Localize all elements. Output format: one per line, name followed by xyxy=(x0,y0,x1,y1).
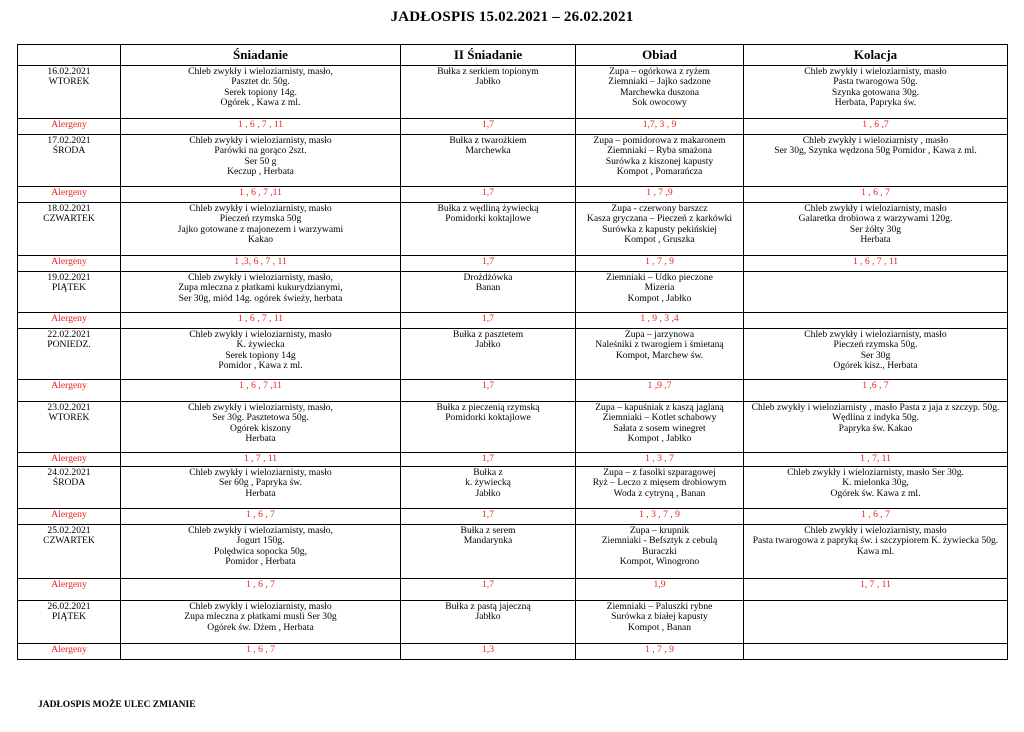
meal-item: Chleb zwykły i wieloziarnisty, masło xyxy=(804,66,947,77)
breakfast-allergens: 1 , 6 , 7 , 11 xyxy=(121,119,401,135)
breakfast-allergens: 1 , 7 , 11 xyxy=(121,453,401,467)
meal-item: Ser żółty 30g xyxy=(849,223,902,235)
meal-item: Banan xyxy=(475,282,501,294)
dinner-allergens: 1, 7 , 11 xyxy=(744,579,1008,601)
meal-item: Zupa – kapuśniak z kaszą jaglaną xyxy=(595,402,724,413)
dinner-cell xyxy=(744,525,1008,579)
second-breakfast-cell xyxy=(401,203,576,256)
weekday-text: PONIEDZ. xyxy=(47,339,91,351)
meal-item: Chleb zwykły i wieloziarnisty, masło xyxy=(804,203,947,214)
lunch-cell xyxy=(576,272,744,313)
day-date-cell xyxy=(18,467,121,509)
meal-item: Ogórek kiszony xyxy=(229,422,291,434)
lunch-cell xyxy=(576,135,744,187)
lunch-allergens: 1 , 7 ,9 xyxy=(576,187,744,203)
meal-item: Chleb zwykły i wieloziarnisty, masło xyxy=(189,329,332,340)
meal-item: Wędlina z indyka 50g. xyxy=(832,412,919,424)
meal-item: Chleb zwykły i wieloziarnisty , masło xyxy=(802,135,949,146)
meal-item: Chleb zwykły i wieloziarnisty, masło, xyxy=(188,402,333,413)
footer-note: JADŁOSPIS MOŻE ULEC ZMIANIE xyxy=(38,700,196,710)
date-text: 24.02.2021 xyxy=(47,467,91,478)
meal-item: Ser 30g, miód 14g. ogórek świeży, herbata xyxy=(178,292,343,304)
header-second-breakfast: II Śniadanie xyxy=(401,45,576,66)
meal-item: Zupa – jarzynowa xyxy=(624,329,695,340)
meal-item: Bułka z twarożkiem xyxy=(449,135,527,146)
meal-item: Ser 30g xyxy=(860,349,891,361)
breakfast-allergens: 1 ,3, 6 , 7 , 11 xyxy=(121,256,401,272)
second-breakfast-cell xyxy=(401,66,576,119)
meal-item: Kakao xyxy=(247,234,274,246)
meal-item: Zupa – pomidorowa z makaronem xyxy=(593,135,726,146)
meal-item: Pomidor , Herbata xyxy=(225,556,296,568)
meal-item: Sałata z sosem winegret xyxy=(613,422,706,434)
meal-item: Ser 30g, Szynka wędzona 50g Pomidor , Kawa z ml. xyxy=(774,145,977,157)
dinner-cell xyxy=(744,66,1008,119)
allergen-row xyxy=(18,256,1008,272)
meal-item: Buraczki xyxy=(642,545,677,557)
dinner-cell xyxy=(744,203,1008,256)
meal-item: Ziemniaki – Udko pieczone xyxy=(606,272,713,283)
lunch-allergens: 1 , 3 , 7 , 9 xyxy=(576,509,744,525)
page-title: JADŁOSPIS 15.02.2021 – 26.02.2021 xyxy=(390,9,634,25)
allergen-label: Alergeny xyxy=(18,380,121,402)
meal-item: Zupa – ogórkowa z ryżem xyxy=(609,66,710,77)
meal-item: Ziemniaki – Kotlet schabowy xyxy=(602,412,717,424)
meal-item: Bułka z xyxy=(473,467,503,478)
breakfast-cell xyxy=(121,135,401,187)
meal-item: Chleb zwykły i wieloziarnisty, masło xyxy=(189,203,332,214)
meal-item: k. żywiecką xyxy=(465,477,511,489)
day-date-cell xyxy=(18,66,121,119)
meal-item: Zupa – krupnik xyxy=(629,525,690,536)
meal-item: Marchewka xyxy=(465,145,511,157)
meal-item: Bułka z wędliną żywiecką xyxy=(437,203,539,214)
meal-item: Chleb zwykły i wieloziarnisty, masło xyxy=(189,135,332,146)
second-breakfast-allergens: 1,7 xyxy=(401,579,576,601)
meal-item: Chleb zwykły i wieloziarnisty , masło Pasta z jaja z szczyp. 50g. xyxy=(751,402,1000,413)
breakfast-cell xyxy=(121,525,401,579)
second-breakfast-allergens: 1,7 xyxy=(401,313,576,329)
breakfast-cell xyxy=(121,601,401,644)
allergen-row xyxy=(18,313,1008,329)
day-date-cell xyxy=(18,525,121,579)
meal-item: Pieczeń rzymska 50g. xyxy=(833,339,918,351)
meal-item: Chleb zwykły i wieloziarnisty, masło, xyxy=(188,525,333,536)
breakfast-allergens: 1 , 6 , 7 xyxy=(121,509,401,525)
meal-item: Jogurt 150g. xyxy=(236,535,285,547)
meal-item: Chleb zwykły i wieloziarnisty, masło xyxy=(804,329,947,340)
meal-item: Kompot , Jabłko xyxy=(627,292,692,304)
meal-item: Ogórek św. Kawa z ml. xyxy=(830,487,921,499)
meal-item: Jabłko xyxy=(475,611,501,623)
meal-item: Herbata xyxy=(245,433,276,445)
day-date-cell xyxy=(18,601,121,644)
meal-item: Chleb zwykły i wieloziarnisty, masło xyxy=(189,601,332,612)
allergen-row xyxy=(18,380,1008,402)
lunch-cell xyxy=(576,66,744,119)
allergen-label: Alergeny xyxy=(18,119,121,135)
meal-item: Naleśniki z twarogiem i śmietaną xyxy=(595,339,724,351)
meal-item: Pasta twarogowa z papryką św. i szczypiorem K. żywiecka 50g. xyxy=(752,535,999,547)
meal-item: Ser 50 g xyxy=(244,155,277,167)
breakfast-allergens: 1 , 6 , 7 , 11 xyxy=(121,313,401,329)
meal-item: Bułka z pasztetem xyxy=(452,329,524,340)
second-breakfast-allergens: 1,7 xyxy=(401,509,576,525)
meal-item: Surówka z kiszonej kapusty xyxy=(605,155,714,167)
meal-item: Ogórek , Kawa z ml. xyxy=(220,97,301,109)
meal-item: Mizeria xyxy=(644,282,675,294)
meal-item: Polędwica sopocka 50g, xyxy=(214,545,307,557)
meal-item: K. żywiecka xyxy=(236,339,285,351)
meal-item: Pasta twarogowa 50g. xyxy=(833,76,918,88)
meal-item: Kompot , Jabłko xyxy=(627,433,692,445)
day-row xyxy=(18,467,1008,509)
date-text: 19.02.2021 xyxy=(47,272,91,283)
breakfast-allergens: 1 , 6 , 7 ,11 xyxy=(121,187,401,203)
weekday-text: ŚRODA xyxy=(52,477,86,489)
lunch-allergens: 1 , 9 , 3 ,4 xyxy=(576,313,744,329)
menu-body xyxy=(18,66,1008,660)
dinner-allergens xyxy=(744,313,1008,329)
lunch-allergens: 1 , 7 , 9 xyxy=(576,256,744,272)
meal-item: Bułka z pieczenią rzymską xyxy=(436,402,540,413)
meal-item: Kompot , Gruszka xyxy=(624,234,695,246)
meal-item: Kompot , Banan xyxy=(627,621,692,633)
meal-item: Sok owocowy xyxy=(632,97,687,109)
second-breakfast-allergens: 1,7 xyxy=(401,256,576,272)
dinner-allergens xyxy=(744,644,1008,660)
allergen-label: Alergeny xyxy=(18,313,121,329)
day-row xyxy=(18,203,1008,256)
header-day xyxy=(18,45,121,66)
breakfast-allergens: 1 , 6 , 7 xyxy=(121,644,401,660)
meal-item: Chleb zwykły i wieloziarnisty, masło, xyxy=(188,66,333,77)
meal-item: Jabłko xyxy=(475,487,501,499)
dinner-allergens: 1 , 6 , 7 , 11 xyxy=(744,256,1008,272)
dinner-cell xyxy=(744,329,1008,380)
lunch-allergens: 1 , 7 , 9 xyxy=(576,644,744,660)
breakfast-cell xyxy=(121,402,401,453)
meal-item: K. mielonka 30g, xyxy=(842,477,909,489)
date-text: 22.02.2021 xyxy=(47,329,91,340)
day-date-cell xyxy=(18,135,121,187)
weekday-text: ŚRODA xyxy=(52,145,86,157)
meal-item: Szynka gotowana 30g. xyxy=(831,86,920,98)
weekday-text: CZWARTEK xyxy=(43,535,95,547)
meal-item: Jajko gotowane z majonezem i warzywami xyxy=(177,223,344,235)
day-row xyxy=(18,329,1008,380)
date-text: 17.02.2021 xyxy=(47,135,91,146)
header-lunch: Obiad xyxy=(576,45,744,66)
meal-item: Ziemniaki – Paluszki rybne xyxy=(606,601,713,612)
allergen-row xyxy=(18,509,1008,525)
meal-item: Kasza gryczana – Pieczeń z karkówki xyxy=(586,213,733,225)
second-breakfast-cell xyxy=(401,135,576,187)
meal-item: Pomidor , Kawa z ml. xyxy=(218,360,303,372)
meal-item: Bułka z pastą jajeczną xyxy=(445,601,531,612)
lunch-allergens: 1,7, 3 , 9 xyxy=(576,119,744,135)
dinner-cell xyxy=(744,272,1008,313)
second-breakfast-cell xyxy=(401,467,576,509)
allergen-label: Alergeny xyxy=(18,509,121,525)
weekday-text: PIĄTEK xyxy=(51,282,87,294)
second-breakfast-cell xyxy=(401,601,576,644)
meal-item: Ser 30g. Pasztetowa 50g. xyxy=(212,412,309,424)
meal-item: Marchewka duszona xyxy=(619,86,700,98)
lunch-cell xyxy=(576,601,744,644)
day-date-cell xyxy=(18,203,121,256)
meal-item: Ziemniaki – Jajko sadzone xyxy=(608,76,711,88)
date-text: 26.02.2021 xyxy=(47,601,91,612)
meal-item: Drożdżówka xyxy=(463,272,513,283)
allergen-label: Alergeny xyxy=(18,256,121,272)
meal-item: Ziemniaki – Ryba smażona xyxy=(607,145,712,157)
meal-item: Serek topiony 14g. xyxy=(224,86,297,98)
dinner-allergens: 1 , 7, 11 xyxy=(744,453,1008,467)
meal-item: Woda z cytryną , Banan xyxy=(613,487,706,499)
meal-item: Pasztet dr. 50g. xyxy=(231,76,290,88)
meal-item: Bułka z serem xyxy=(460,525,516,536)
meal-item: Keczup , Herbata xyxy=(227,166,294,178)
lunch-allergens: 1,9 xyxy=(576,579,744,601)
weekday-text: CZWARTEK xyxy=(43,213,95,225)
header-breakfast: Śniadanie xyxy=(121,45,401,66)
allergen-label: Alergeny xyxy=(18,453,121,467)
weekday-text: WTOREK xyxy=(48,76,90,88)
allergen-row xyxy=(18,119,1008,135)
breakfast-allergens: 1 , 6 , 7 ,11 xyxy=(121,380,401,402)
day-row xyxy=(18,135,1008,187)
meal-item: Pieczeń rzymska 50g xyxy=(219,213,302,225)
meal-item: Chleb zwykły i wieloziarnisty, masło, xyxy=(188,272,333,283)
second-breakfast-cell xyxy=(401,272,576,313)
header-dinner: Kolacja xyxy=(744,45,1008,66)
second-breakfast-cell xyxy=(401,329,576,380)
day-row xyxy=(18,66,1008,119)
day-row xyxy=(18,402,1008,453)
meal-item: Ziemniaki - Befsztyk z cebulą xyxy=(601,535,718,547)
meal-item: Jabłko xyxy=(475,339,501,351)
meal-item: Ryż – Leczo z mięsem drobiowym xyxy=(592,477,727,489)
lunch-cell xyxy=(576,203,744,256)
second-breakfast-allergens: 1,3 xyxy=(401,644,576,660)
meal-item: Parówki na gorąco 2szt. xyxy=(214,145,307,157)
meal-item: Chleb zwykły i wieloziarnisty, masło xyxy=(804,525,947,536)
breakfast-allergens: 1 , 6 , 7 xyxy=(121,579,401,601)
meal-item: Serek topiony 14g xyxy=(225,349,296,361)
meal-item: Kompot , Pomarańcza xyxy=(616,166,703,178)
dinner-allergens: 1 , 6 , 7 xyxy=(744,187,1008,203)
dinner-allergens: 1 , 6 ,7 xyxy=(744,119,1008,135)
second-breakfast-allergens: 1,7 xyxy=(401,187,576,203)
second-breakfast-cell xyxy=(401,525,576,579)
meal-item: Herbata xyxy=(860,234,891,246)
day-date-cell xyxy=(18,402,121,453)
date-text: 23.02.2021 xyxy=(47,402,91,413)
allergen-row xyxy=(18,453,1008,467)
breakfast-cell xyxy=(121,467,401,509)
meal-item: Ogórek św. Dżem , Herbata xyxy=(207,621,314,633)
meal-item: Mandarynka xyxy=(463,535,513,547)
breakfast-cell xyxy=(121,272,401,313)
day-row xyxy=(18,272,1008,313)
meal-item: Kompot, Winogrono xyxy=(619,556,700,568)
header-row xyxy=(18,45,1008,66)
meal-item: Ogórek kisz., Herbata xyxy=(833,360,918,372)
dinner-cell xyxy=(744,402,1008,453)
allergen-label: Alergeny xyxy=(18,187,121,203)
second-breakfast-allergens: 1,7 xyxy=(401,453,576,467)
meal-item: Surówka z białej kapusty xyxy=(611,611,708,623)
lunch-cell xyxy=(576,467,744,509)
allergen-row xyxy=(18,187,1008,203)
menu-table xyxy=(17,44,1008,660)
lunch-allergens: 1 , 3 , 7 xyxy=(576,453,744,467)
meal-item: Pomidorki koktajlowe xyxy=(445,213,531,225)
date-text: 25.02.2021 xyxy=(47,525,91,536)
meal-item: Kompot, Marchew św. xyxy=(615,349,704,361)
weekday-text: PIĄTEK xyxy=(51,611,87,623)
breakfast-cell xyxy=(121,329,401,380)
meal-item: Pomidorki koktajlowe xyxy=(445,412,531,424)
allergen-row xyxy=(18,644,1008,660)
meal-item: Herbata, Papryka św. xyxy=(834,97,917,109)
second-breakfast-allergens: 1,7 xyxy=(401,380,576,402)
lunch-allergens: 1 ,9 ,7 xyxy=(576,380,744,402)
second-breakfast-cell xyxy=(401,402,576,453)
meal-item: Zupa mleczna z płatkami musli Ser 30g xyxy=(184,611,337,623)
meal-item: Galaretka drobiowa z warzywami 120g. xyxy=(798,213,953,225)
allergen-row xyxy=(18,579,1008,601)
breakfast-cell xyxy=(121,203,401,256)
date-text: 18.02.2021 xyxy=(47,203,91,214)
meal-item: Chleb zwykły i wieloziarnisty, masło Ser 30g. xyxy=(787,467,964,478)
meal-item: Zupa – z fasolki szparagowej xyxy=(603,467,716,478)
dinner-allergens: 1 , 6 , 7 xyxy=(744,509,1008,525)
weekday-text: WTOREK xyxy=(48,412,90,424)
lunch-cell xyxy=(576,402,744,453)
meal-item: Surówka z kapusty pekińskiej xyxy=(602,223,717,235)
lunch-cell xyxy=(576,329,744,380)
dinner-cell xyxy=(744,135,1008,187)
meal-item: Kawa ml. xyxy=(856,545,895,557)
meal-item: Herbata xyxy=(245,487,276,499)
day-date-cell xyxy=(18,329,121,380)
second-breakfast-allergens: 1,7 xyxy=(401,119,576,135)
meal-item: Papryka św. Kakao xyxy=(838,422,913,434)
meal-item: Zupa mleczna z płatkami kukurydzianymi, xyxy=(178,282,343,294)
day-date-cell xyxy=(18,272,121,313)
date-text: 16.02.2021 xyxy=(47,66,91,77)
lunch-cell xyxy=(576,525,744,579)
meal-item: Ser 60g , Papryka św. xyxy=(218,477,303,489)
meal-item: Chleb zwykły i wieloziarnisty, masło xyxy=(189,467,332,478)
meal-item: Jabłko xyxy=(475,76,501,88)
meal-item: Zupa - czerwony barszcz xyxy=(611,203,708,214)
breakfast-cell xyxy=(121,66,401,119)
dinner-cell xyxy=(744,467,1008,509)
allergen-label: Alergeny xyxy=(18,579,121,601)
dinner-cell xyxy=(744,601,1008,644)
day-row xyxy=(18,601,1008,644)
dinner-allergens: 1 ,6 , 7 xyxy=(744,380,1008,402)
meal-item: Bułka z serkiem topionym xyxy=(437,66,539,77)
allergen-label: Alergeny xyxy=(18,644,121,660)
day-row xyxy=(18,525,1008,579)
